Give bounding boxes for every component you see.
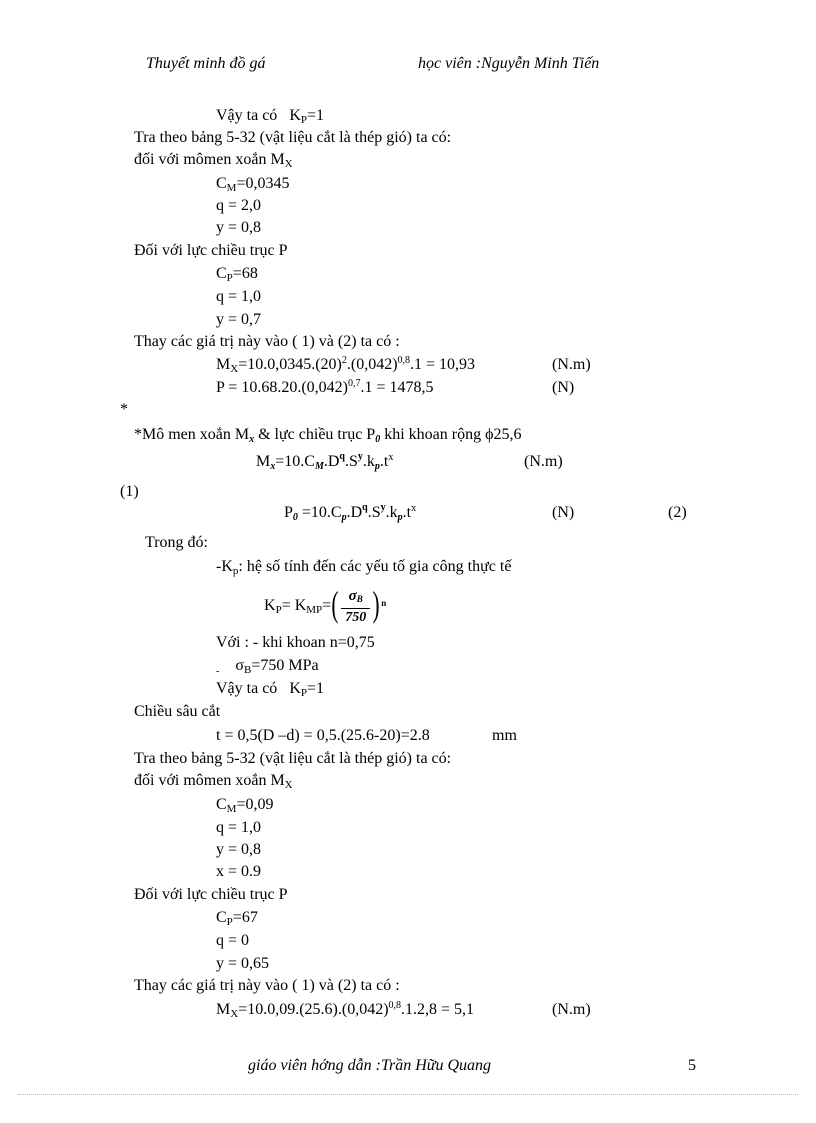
text-line: y = 0,8 bbox=[216, 219, 262, 236]
formula-mx-general: $Mx=10.CM.D^q.S^y.kp.t^x$ bbox=[256, 451, 394, 472]
text-line: Chiều sâu cắt bbox=[134, 703, 221, 720]
text-line: Thay các giá trị này vào ( 1) và (2) ta có : bbox=[134, 977, 400, 994]
formula-p: $P = 10.68.20.(0,042)^{0,7}.1 = 1478,5$ bbox=[216, 378, 434, 396]
text-line: Tra theo bảng 5-32 (vật liệu cắt là thép gió) ta có: bbox=[134, 129, 452, 146]
text-line: q = 1,0 bbox=[216, 288, 262, 305]
header-left: Thuyết minh đồ gá bbox=[146, 55, 266, 72]
text-line: Thay các giá trị này vào ( 1) và (2) ta có : bbox=[134, 333, 400, 350]
text-line: $C_P=67$ bbox=[216, 909, 258, 928]
text-line: Vậy ta có $K_P=1$ bbox=[216, 107, 325, 126]
formula-kp: $K_P= K_{MP}=$ ( σB 750 ) n bbox=[264, 584, 387, 626]
unit-label: (N) bbox=[552, 504, 575, 521]
text-line: q = 0 bbox=[216, 932, 250, 949]
footer-advisor: giáo viên hớng dẫn :Trần Hữu Quang bbox=[248, 1057, 492, 1074]
text-line: q = 2,0 bbox=[216, 197, 262, 214]
text-line: $_-$ $\sigma_B=750$ MPa bbox=[216, 657, 319, 677]
text-line: $-K_p$: hệ số tính đến các yếu tố gia công thực tế bbox=[216, 558, 512, 577]
text-line: q = 1,0 bbox=[216, 819, 262, 836]
text-line: $C_P=68$ bbox=[216, 265, 258, 284]
formula-mx-result: $M_X=10.0,09.(25.6).(0,042)^{0,8}.1.2,8 = 5,1$ bbox=[216, 1000, 475, 1020]
star-mark: * bbox=[120, 401, 128, 418]
text-line: đối với mômen xoắn $M_X$ bbox=[134, 151, 293, 170]
text-line: Đối với lực chiều trục P bbox=[134, 242, 288, 259]
text-line: Vậy ta có $K_P=1$ bbox=[216, 680, 325, 699]
unit-label: (N.m) bbox=[552, 1001, 591, 1018]
text-line: y = 0,65 bbox=[216, 955, 270, 972]
text-line: Với : - khi khoan n=0,75 bbox=[216, 634, 375, 651]
formula-depth: t = 0,5(D –d) = 0,5.(25.6-20)=2.8 bbox=[216, 727, 430, 744]
text-line: Tra theo bảng 5-32 (vật liệu cắt là thép gió) ta có: bbox=[134, 750, 452, 767]
unit-label: mm bbox=[492, 727, 517, 744]
unit-label: (N.m) bbox=[524, 453, 563, 470]
page-number: 5 bbox=[688, 1057, 696, 1074]
text-line: đối với mômen xoắn $M_X$ bbox=[134, 772, 293, 791]
formula-mx: $M_X=10.0,0345.(20)^2.(0,042)^{0,8}.1 = 10,93$ bbox=[216, 355, 476, 375]
equation-number: (2) bbox=[668, 504, 687, 521]
unit-label: (N.m) bbox=[552, 356, 591, 373]
text-line: $C_M=0,09$ bbox=[216, 796, 274, 815]
fraction: ( σB 750 ) n bbox=[331, 584, 387, 626]
equation-number: (1) bbox=[120, 483, 139, 500]
text-line: Đối với lực chiều trục P bbox=[134, 886, 288, 903]
text-line: $C_M=0,0345$ bbox=[216, 175, 290, 194]
text-line: Trong đó: bbox=[145, 534, 208, 551]
page-edge-divider bbox=[18, 1094, 798, 1095]
text-line: y = 0,8 bbox=[216, 841, 262, 858]
text-line: y = 0,7 bbox=[216, 311, 262, 328]
formula-p-general: $P0 =10.Cp.D^q.S^y.kp.t^x$ bbox=[284, 502, 417, 523]
text-line: x = 0.9 bbox=[216, 863, 262, 880]
header-right: học viên :Nguyễn Minh Tiến bbox=[418, 55, 600, 72]
section-heading: *Mô men xoắn Mx & lực chiều trục P0 khi khoan rộng ϕ25,6 bbox=[134, 426, 522, 445]
unit-label: (N) bbox=[552, 379, 575, 396]
